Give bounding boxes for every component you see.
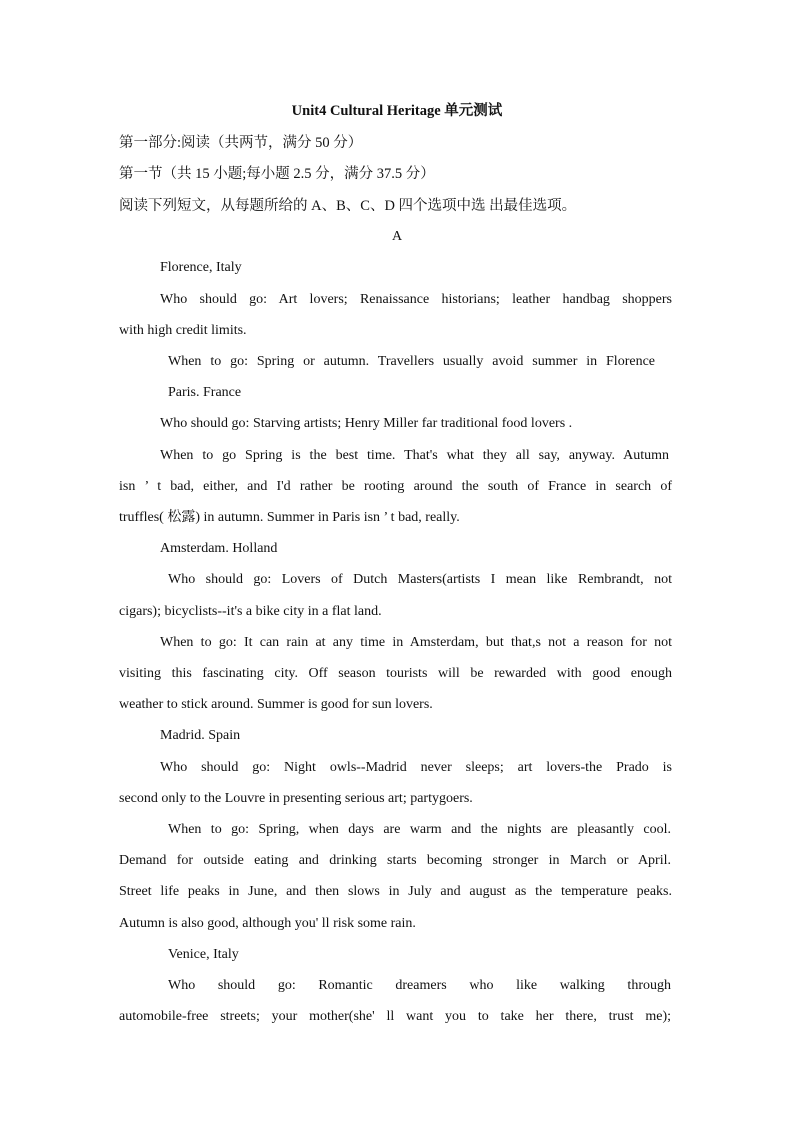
city-heading-florence: Florence, Italy [160, 260, 242, 275]
paragraph-line: automobile-free streets; your mother(she' ll want you to take her there, trust me); [119, 1009, 671, 1024]
paragraph-line: When to go: Spring, when days are warm and the nights are pleasantly cool. [168, 822, 671, 837]
paragraph-line: When to go: Spring or autumn. Travellers usually avoid summer in Florence [168, 354, 655, 369]
city-heading-venice: Venice, Italy [168, 947, 239, 962]
paragraph-line: Who should go: Night owls--Madrid never sleeps; art lovers-the Prado is [160, 760, 672, 775]
city-heading-madrid: Madrid. Spain [160, 728, 241, 743]
passage-label: A [391, 229, 403, 244]
paragraph-line: Street life peaks in June, and then slows in July and august as the temperature peaks. [119, 884, 672, 899]
paragraph-line: Who should go: Romantic dreamers who like walking through [168, 978, 671, 993]
paragraph-line: cigars); bicyclists--it's a bike city in a flat land. [119, 604, 382, 619]
paragraph-line: Who should go: Lovers of Dutch Masters(artists I mean like Rembrandt, not [168, 572, 672, 587]
paragraph-line: second only to the Louvre in presenting serious art; partygoers. [119, 791, 473, 806]
paragraph-line: Who should go: Art lovers; Renaissance historians; leather handbag shoppers [160, 292, 672, 307]
part-heading: 第一部分:阅读（共两节，满分 50 分） [119, 135, 363, 151]
paragraph-line: with high credit limits. [119, 323, 247, 338]
city-heading-paris: Paris. France [168, 385, 242, 400]
document-title: Unit4 Cultural Heritage 单元测试 [291, 103, 503, 119]
paragraph-line: truffles( 松露) in autumn. Summer in Paris isn ’ t bad, really. [119, 510, 460, 525]
instruction-text: 阅读下列短文，从每题所给的 A、B、C、D 四个选项中选 出最佳选项。 [119, 198, 577, 214]
paragraph-line: Who should go: Starving artists; Henry Miller far traditional food lovers . [160, 416, 573, 431]
paragraph-line: isn ’ t bad, either, and I'd rather be rooting around the south of France in search of [119, 479, 672, 494]
city-heading-amsterdam: Amsterdam. Holland [160, 541, 278, 556]
paragraph-line: visiting this fascinating city. Off season tourists will be rewarded with good enough [119, 666, 672, 681]
section-heading: 第一节（共 15 小题;每小题 2.5 分，满分 37.5 分） [119, 166, 435, 182]
paragraph-line: When to go: It can rain at any time in Amsterdam, but that,s not a reason for not [160, 635, 672, 650]
paragraph-line: When to go Spring is the best time. That's what they all say, anyway. Autumn [160, 448, 669, 463]
paragraph-line: weather to stick around. Summer is good for sun lovers. [119, 697, 433, 712]
paragraph-line: Autumn is also good, although you' ll risk some rain. [119, 916, 416, 931]
paragraph-line: Demand for outside eating and drinking starts becoming stronger in March or April. [119, 853, 671, 868]
